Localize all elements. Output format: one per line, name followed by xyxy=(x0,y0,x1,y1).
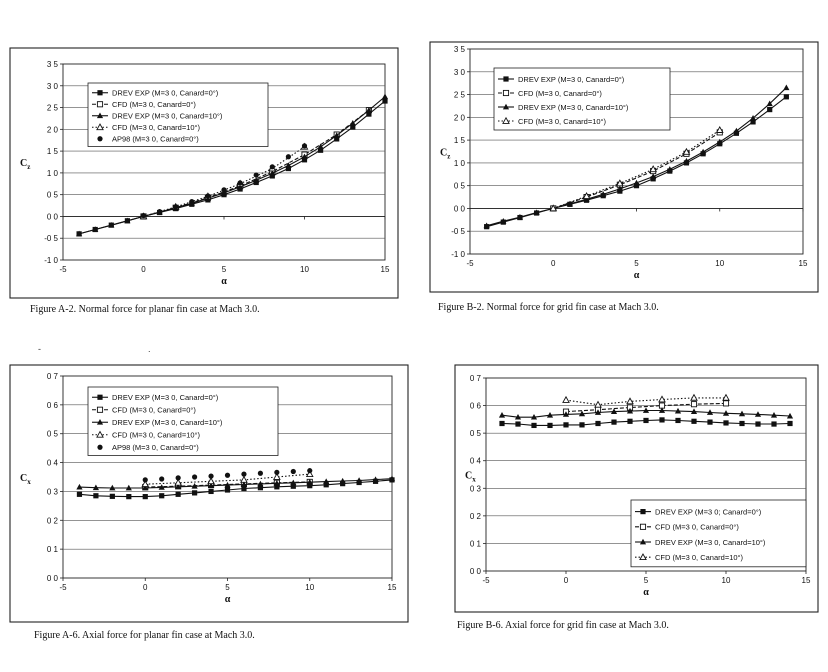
legend-label: CFD (M=3 0, Canard=10°) xyxy=(518,116,607,126)
tick-label-x: -5 xyxy=(466,259,474,268)
tick-label-x: 15 xyxy=(798,259,808,268)
tick-label-y: 3 0 xyxy=(46,81,58,91)
y-axis-label: $C_z$ xyxy=(20,158,31,171)
legend-marker xyxy=(97,102,102,107)
legend-label: DREV EXP (M=3 0, Canard=0°) xyxy=(518,74,625,84)
legend-marker xyxy=(97,445,102,450)
tick-label-y: 2 5 xyxy=(453,90,465,100)
data-point xyxy=(659,417,664,422)
x-axis-label: α xyxy=(221,276,227,287)
data-point xyxy=(643,418,648,423)
data-point xyxy=(143,477,148,482)
data-point xyxy=(258,471,263,476)
tick-label-y: 0 5 xyxy=(46,429,58,439)
data-point xyxy=(208,474,213,479)
tick-label-y: 0 0 xyxy=(46,574,58,583)
data-point xyxy=(755,421,760,426)
data-point xyxy=(595,421,600,426)
legend xyxy=(88,83,268,147)
data-point xyxy=(93,493,98,498)
legend-label: CFD (M=3 0, Canard=10°) xyxy=(655,553,744,562)
tick-label-y: 3 5 xyxy=(453,45,465,54)
data-point xyxy=(771,421,776,426)
y-axis-label: $C_z$ xyxy=(440,147,451,161)
caption-b6: Figure B-6. Axial force for grid fin case at Mach 3.0. xyxy=(457,620,669,631)
legend-label: DREV EXP (M=3 0, Canard=10°) xyxy=(112,418,223,428)
legend-item xyxy=(635,538,766,547)
tick-label-y: 0 5 xyxy=(453,181,465,191)
tick-label-y: 0 1 xyxy=(469,539,481,549)
tick-label-y: 0 4 xyxy=(469,456,481,466)
legend xyxy=(88,387,278,456)
data-point xyxy=(382,98,387,103)
tick-label-y: 2 0 xyxy=(46,125,58,135)
y-axis-label: $C_x$ xyxy=(465,470,476,484)
data-point xyxy=(611,420,616,425)
data-point xyxy=(176,475,181,480)
tick-label-y: -1 0 xyxy=(44,256,58,265)
data-point xyxy=(141,213,146,218)
caption-a6: Figure A-6. Axial force for planar fin case at Mach 3.0. xyxy=(34,630,255,641)
scan-mark-dot: . xyxy=(148,344,151,354)
tick-label-y: 2 0 xyxy=(453,113,465,123)
legend-label: DREV EXP (M=3 0, Canard=0°) xyxy=(112,88,219,98)
legend-label: CFD (M=3 0, Canard=10°) xyxy=(112,123,201,133)
legend-marker xyxy=(503,90,508,95)
legend-item xyxy=(498,103,629,112)
data-point xyxy=(579,422,584,427)
data-point xyxy=(307,468,312,473)
data-point xyxy=(691,402,696,407)
legend-label: AP98 (M=3 0, Canard=0°) xyxy=(112,134,199,144)
tick-label-x: -5 xyxy=(59,583,67,592)
data-point xyxy=(189,199,194,204)
data-point xyxy=(270,164,275,169)
legend-label: CFD (M=3 0, Canard=0°) xyxy=(112,405,196,415)
x-axis-label: α xyxy=(224,594,231,605)
data-point xyxy=(274,470,279,475)
data-point xyxy=(787,421,792,426)
data-point xyxy=(225,487,230,492)
tick-label-x: 10 xyxy=(715,259,725,268)
legend-marker xyxy=(97,136,102,141)
data-point xyxy=(723,401,728,406)
data-point xyxy=(627,419,632,424)
data-point xyxy=(675,418,680,423)
data-point xyxy=(286,154,291,159)
legend-item xyxy=(92,112,223,121)
legend-marker xyxy=(640,509,645,514)
scan-mark-dash: - xyxy=(38,344,41,354)
legend-label: DREV EXP (M=3 0, Canard=10°) xyxy=(655,537,766,547)
data-point xyxy=(157,209,162,214)
tick-label-x: 0 xyxy=(143,583,148,592)
legend-label: CFD (M=3 0, Canard=10°) xyxy=(112,430,201,440)
chart-b6 xyxy=(455,365,818,612)
legend-marker xyxy=(97,90,102,95)
tick-label-y: 0 0 xyxy=(46,212,58,222)
data-point xyxy=(707,420,712,425)
data-point xyxy=(691,419,696,424)
tick-label-x: 0 xyxy=(563,576,569,585)
data-point xyxy=(110,494,115,499)
tick-label-y: -0 5 xyxy=(44,234,58,244)
tick-label-y: 0 2 xyxy=(46,516,58,526)
tick-label-x: 10 xyxy=(721,576,731,585)
data-point xyxy=(291,469,296,474)
tick-label-x: 10 xyxy=(300,265,309,274)
tick-label-y: 0 7 xyxy=(46,372,58,381)
data-point xyxy=(784,94,789,99)
data-point xyxy=(159,493,164,498)
y-axis-label: $C_x$ xyxy=(20,473,31,486)
data-point xyxy=(254,172,259,177)
data-point xyxy=(221,187,226,192)
tick-label-y: 1 0 xyxy=(46,168,58,178)
tick-label-y: 3 5 xyxy=(46,60,58,69)
legend-marker xyxy=(97,407,102,412)
data-point xyxy=(159,476,164,481)
data-point xyxy=(302,143,307,148)
tick-label-y: 0 5 xyxy=(46,190,58,200)
legend-label: DREV EXP (M=3 0, Canard=0°) xyxy=(112,393,219,403)
legend-label: DREV EXP (M=3 0, Canard=10°) xyxy=(112,111,223,121)
tick-label-x: 5 xyxy=(225,583,230,592)
tick-label-x: 5 xyxy=(643,576,649,585)
tick-label-x: 5 xyxy=(221,265,227,274)
x-axis-label: α xyxy=(643,587,649,598)
tick-label-y: 0 7 xyxy=(469,374,481,383)
tick-label-x: 0 xyxy=(141,265,146,274)
data-point xyxy=(77,492,82,497)
tick-label-y: 0 6 xyxy=(46,400,58,410)
tick-label-x: 5 xyxy=(634,259,639,268)
data-point xyxy=(739,421,744,426)
tick-label-y: 1 5 xyxy=(453,136,465,146)
data-point xyxy=(208,489,213,494)
tick-label-y: 1 0 xyxy=(453,158,465,168)
tick-label-x: -5 xyxy=(59,265,67,274)
legend-label: CFD (M=3 0, Canard=0°) xyxy=(112,100,196,110)
legend-item xyxy=(92,418,223,427)
data-point xyxy=(205,193,210,198)
legend-marker xyxy=(503,76,508,81)
data-point xyxy=(531,423,536,428)
data-point xyxy=(547,423,552,428)
data-point xyxy=(126,494,131,499)
tick-label-x: -5 xyxy=(482,576,490,585)
data-point xyxy=(563,422,568,427)
tick-label-y: 0 3 xyxy=(46,487,58,497)
legend-label: DREV EXP (M=3 0, Canard=10°) xyxy=(518,102,629,112)
tick-label-x: 15 xyxy=(801,576,811,585)
tick-label-y: 0 3 xyxy=(469,484,481,494)
legend-item xyxy=(97,135,199,144)
data-point xyxy=(515,421,520,426)
legend-label: DREV EXP (M=3 0; Canard=0°) xyxy=(655,507,762,517)
tick-label-x: 10 xyxy=(305,583,315,592)
data-point xyxy=(192,474,197,479)
legend-item xyxy=(97,443,199,452)
tick-label-x: 0 xyxy=(551,259,556,268)
data-point xyxy=(767,107,772,112)
tick-label-y: -0 5 xyxy=(451,227,465,237)
chart-b2 xyxy=(430,42,818,292)
tick-label-x: 15 xyxy=(380,265,390,274)
legend-marker xyxy=(97,395,102,400)
data-point xyxy=(192,490,197,495)
tick-label-y: 0 5 xyxy=(469,429,481,439)
tick-label-y: 1 5 xyxy=(46,147,58,157)
tick-label-y: 0 0 xyxy=(453,204,465,214)
data-point xyxy=(176,492,181,497)
data-point xyxy=(723,420,728,425)
tick-label-y: 0 2 xyxy=(469,511,481,521)
legend xyxy=(494,68,670,130)
x-axis-label: α xyxy=(633,270,640,281)
tick-label-y: 0 1 xyxy=(46,545,58,555)
data-point xyxy=(238,180,243,185)
legend-marker xyxy=(640,524,645,529)
tick-label-y: 0 0 xyxy=(469,567,481,576)
caption-b2: Figure B-2. Normal force for grid fin case at Mach 3.0. xyxy=(438,302,659,313)
data-point xyxy=(499,421,504,426)
legend-label: AP98 (M=3 0, Canard=0°) xyxy=(112,443,199,453)
legend-label: CFD (M=3 0, Canard=0°) xyxy=(518,88,602,98)
tick-label-y: 2 5 xyxy=(46,103,58,113)
data-point xyxy=(241,472,246,477)
data-point xyxy=(143,494,148,499)
data-point xyxy=(225,473,230,478)
chart-a6 xyxy=(10,365,408,622)
chart-a2 xyxy=(10,48,398,298)
legend xyxy=(631,500,806,567)
tick-label-y: -1 0 xyxy=(451,250,465,259)
caption-a2: Figure A-2. Normal force for planar fin case at Mach 3.0. xyxy=(30,304,260,315)
legend-label: CFD (M=3 0, Canard=0°) xyxy=(655,522,739,532)
tick-label-x: 15 xyxy=(387,583,397,592)
tick-label-y: 0 4 xyxy=(46,458,58,468)
data-point xyxy=(173,204,178,209)
tick-label-y: 3 0 xyxy=(453,67,465,77)
tick-label-y: 0 6 xyxy=(469,401,481,411)
